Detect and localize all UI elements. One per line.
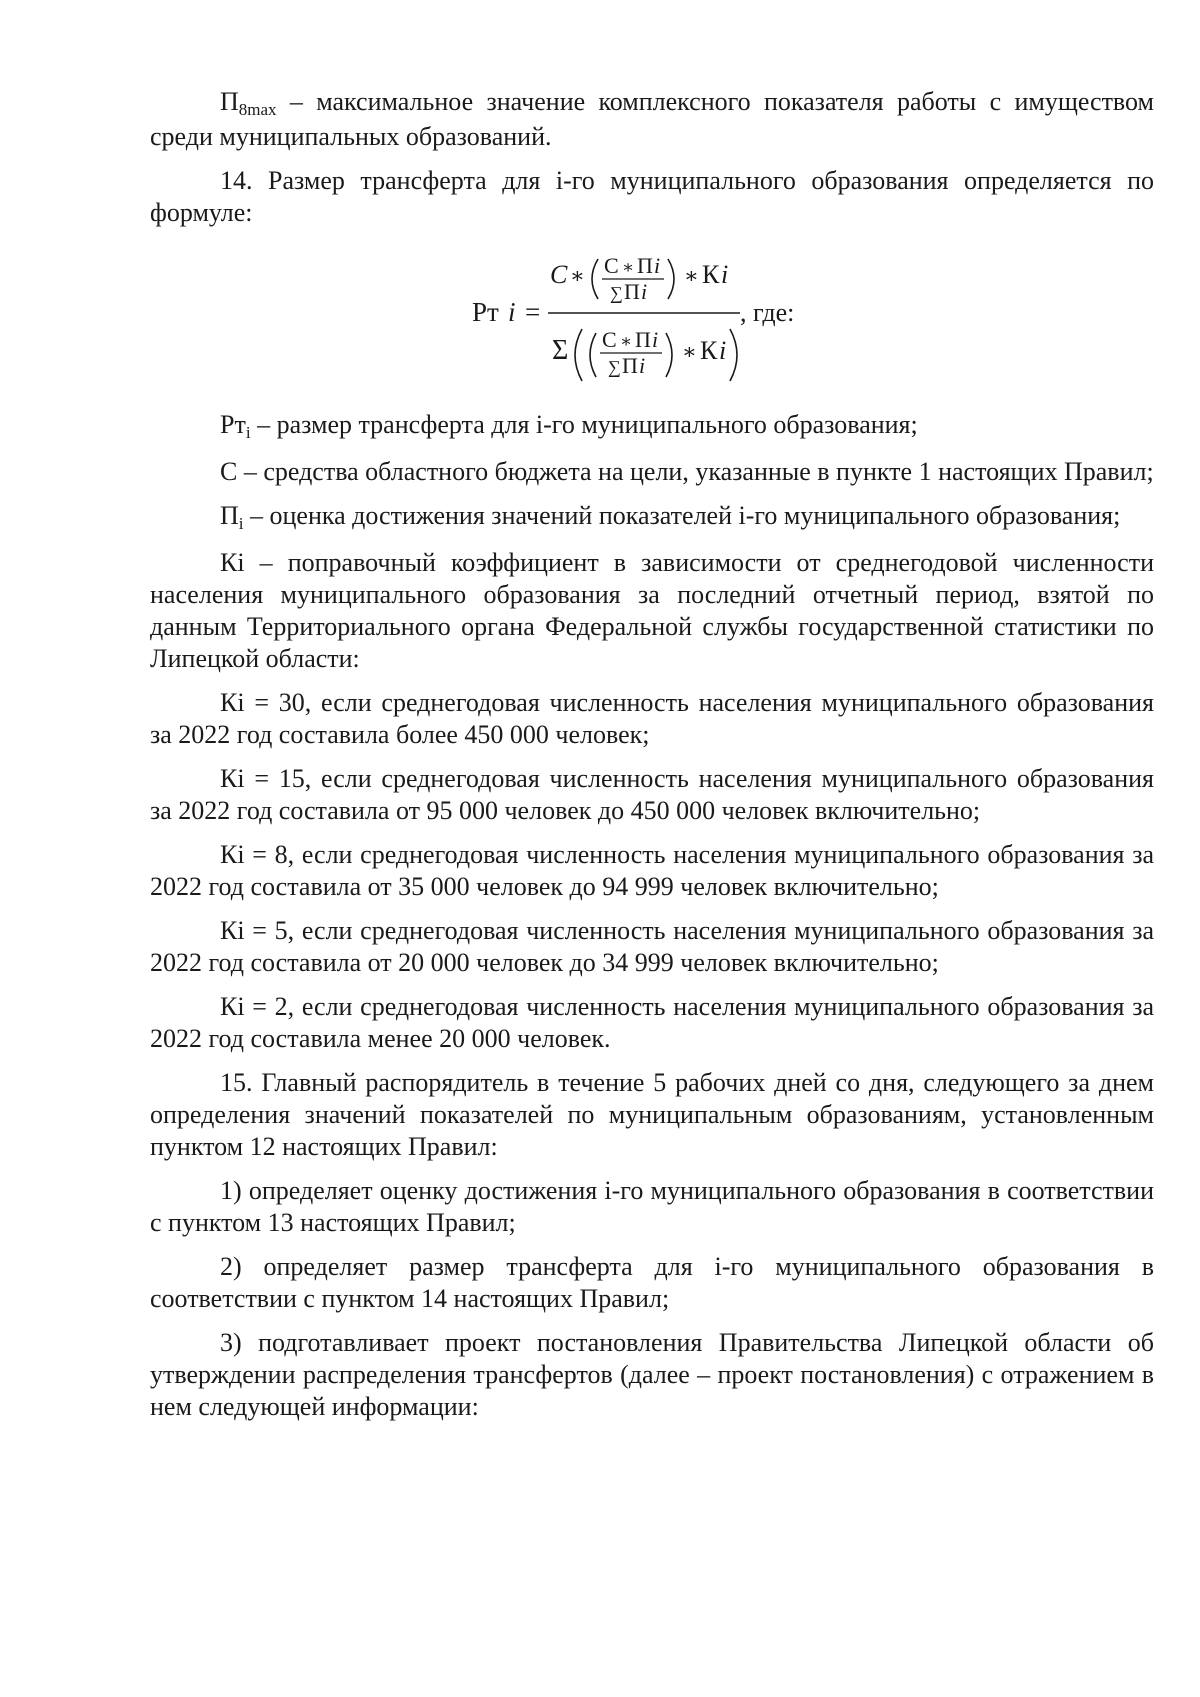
formula-equals: =	[525, 297, 541, 327]
rt-definition	[150, 409, 1154, 444]
den-k-i: i	[719, 336, 727, 365]
pi-symbol: П	[220, 501, 239, 530]
item-15-3: 3) подготавливает проект постановления Правительства Липецкой области об утверждении распределения трансфертов (далее – проект постановления) с отражением в нем следующей информации:	[150, 1328, 1154, 1421]
item-15-1: 1) определяет оценку достижения i-го муниципального образования в соответствии с пунктом 13 настоящих Правил;	[150, 1176, 1154, 1237]
formula-lhs: Рт	[472, 297, 499, 327]
den-inner-den-pi: П	[622, 353, 638, 378]
den-k: К	[700, 336, 718, 365]
num-left-paren	[592, 259, 598, 299]
formula-svg	[150, 241, 1154, 391]
num-inner-c: С	[604, 253, 619, 278]
formula-lhs-var: i	[508, 297, 516, 327]
den-left-paren	[590, 333, 596, 377]
den-inner-den-i: i	[639, 353, 646, 378]
num-right-paren	[668, 259, 674, 299]
den-sigma: Σ	[552, 335, 569, 366]
transfer-formula	[150, 241, 1154, 391]
p8max-subscript: 8max	[238, 100, 277, 119]
item-15-2: 2) определяет размер трансферта для i-го муниципального образования в соответствии с пунктом 14 настоящих Правил;	[150, 1252, 1154, 1313]
den-inner-times: ∗	[620, 331, 633, 351]
ki-30: Кi = 30, если среднегодовая численность населения муниципального образования за 2022 год составила более 450 000 человек;	[150, 688, 1154, 749]
den-times: ∗	[682, 339, 697, 364]
rt-symbol: Рт	[220, 410, 246, 439]
ki-2: Кi = 2, если среднегодовая численность населения муниципального образования за 2022 год составила менее 20 000 человек.	[150, 992, 1154, 1053]
num-inner-times: ∗	[622, 257, 635, 277]
p8max-definition	[150, 86, 1154, 153]
num-times-1: ∗	[570, 263, 585, 288]
item-14: 14. Размер трансферта для i-го муниципального образования определяется по формуле:	[150, 166, 1154, 227]
num-inner-sum: ∑	[610, 283, 623, 303]
num-inner-den-i: i	[641, 279, 648, 304]
num-times-2: ∗	[684, 263, 699, 288]
rt-text: – размер трансферта для i-го муниципального образования;	[250, 410, 918, 439]
pi-subscript: i	[238, 514, 244, 533]
num-c: C	[550, 260, 568, 289]
p8max-symbol: П	[220, 87, 239, 116]
den-inner-sum: ∑	[608, 357, 621, 377]
c-definition: С – средства областного бюджета на цели, указанные в пункте 1 настоящих Правил;	[220, 457, 1154, 486]
num-k-i: i	[721, 260, 729, 289]
den-inner-pi: П	[635, 327, 651, 352]
pi-text: – оценка достижения значений показателей i-го муниципального образования;	[243, 501, 1121, 530]
p8max-text: – максимальное значение комплексного показателя работы с имуществом среди муниципальных образований.	[150, 87, 1154, 151]
den-inner-i: i	[652, 327, 659, 352]
den-outer-right-paren	[730, 329, 737, 381]
den-outer-left-paren	[575, 329, 582, 381]
ki-5: Кi = 5, если среднегодовая численность населения муниципального образования за 2022 год составила от 20 000 человек до 34 999 человек включительно;	[150, 916, 1154, 977]
den-right-paren	[666, 333, 672, 377]
num-k: К	[702, 260, 720, 289]
den-inner-c: С	[602, 327, 617, 352]
formula-suffix: , где:	[740, 298, 795, 327]
num-inner-pi: П	[637, 253, 653, 278]
rt-subscript: i	[245, 423, 251, 442]
item-15: 15. Главный распорядитель в течение 5 рабочих дней со дня, следующего за днем определения значений показателей по муниципальным образованиям, установленным пунктом 12 настоящих Правил:	[150, 1068, 1154, 1161]
ki-8: Кi = 8, если среднегодовая численность населения муниципального образования за 2022 год составила от 35 000 человек до 94 999 человек включительно;	[150, 840, 1154, 901]
ki-15: Кi = 15, если среднегодовая численность населения муниципального образования за 2022 год составила от 95 000 человек до 450 000 человек включительно;	[150, 764, 1154, 825]
pi-definition	[150, 500, 1154, 535]
num-inner-den-pi: П	[624, 279, 640, 304]
ki-definition: Кi – поправочный коэффициент в зависимости от среднегодовой численности населения муниципального образования за последний отчетный период, взятой по данным Территориального органа Федеральной службы государственной статистики по Липецкой области:	[150, 548, 1154, 673]
num-inner-i: i	[654, 253, 661, 278]
document-page	[150, 86, 1154, 1435]
